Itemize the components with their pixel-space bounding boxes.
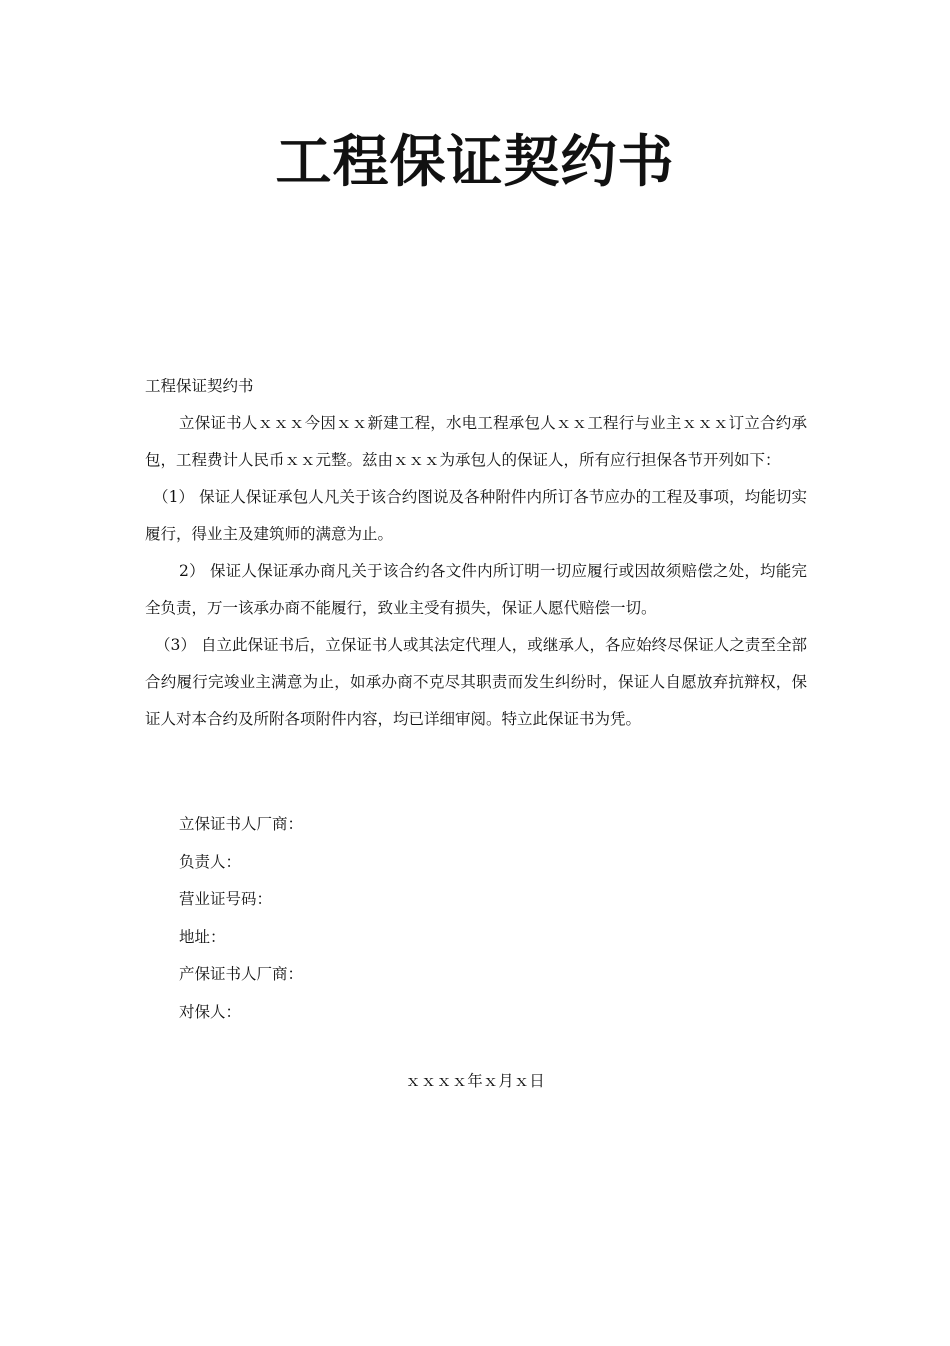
clause-1-paragraph: （1） 保证人保证承包人凡关于该合约图说及各种附件内所订各节应办的工程及事项，均能切实履行，得业主及建筑师的满意为止。 (145, 488, 807, 543)
intro-paragraph: 立保证书人ｘｘｘ今因ｘｘ新建工程，水电工程承包人ｘｘ工程行与业主ｘｘｘ订立合约承包，工程费计人民币ｘｘ元整。兹由ｘｘｘ为承包人的保证人，所有应行担保各节开列如下： (145, 414, 807, 469)
document-title: 工程保证契约书 (275, 129, 675, 195)
signature-line-responsible-person: 负责人： (179, 852, 242, 871)
document-date: ｘｘｘｘ年ｘ月ｘ日 (405, 1072, 545, 1090)
signature-line-producer-firm: 产保证书人厂商： (179, 965, 304, 983)
document-body (145, 368, 807, 738)
signature-line-license-number: 营业证号码： (179, 890, 273, 908)
signature-line-guarantor-firm: 立保证书人厂商： (179, 815, 304, 833)
signature-line-address: 地址： (179, 927, 226, 946)
signature-line-witness: 对保人： (179, 1002, 242, 1021)
document-subtitle: 工程保证契约书 (145, 377, 254, 395)
signature-block (179, 806, 303, 1031)
clause-2-paragraph: 2） 保证人保证承办商凡关于该合约各文件内所订明一切应履行或因故须赔偿之处，均能完全负责，万一该承办商不能履行，致业主受有损失，保证人愿代赔偿一切。 (145, 562, 807, 617)
clause-3-paragraph: （3） 自立此保证书后，立保证书人或其法定代理人，或继承人，各应始终尽保证人之责至全部合约履行完竣业主满意为止，如承办商不克尽其职责而发生纠纷时，保证人自愿放弃抗辩权，保证人对本合约及所附各项附件内容，均已详细审阅。特立此保证书为凭。 (145, 636, 807, 728)
